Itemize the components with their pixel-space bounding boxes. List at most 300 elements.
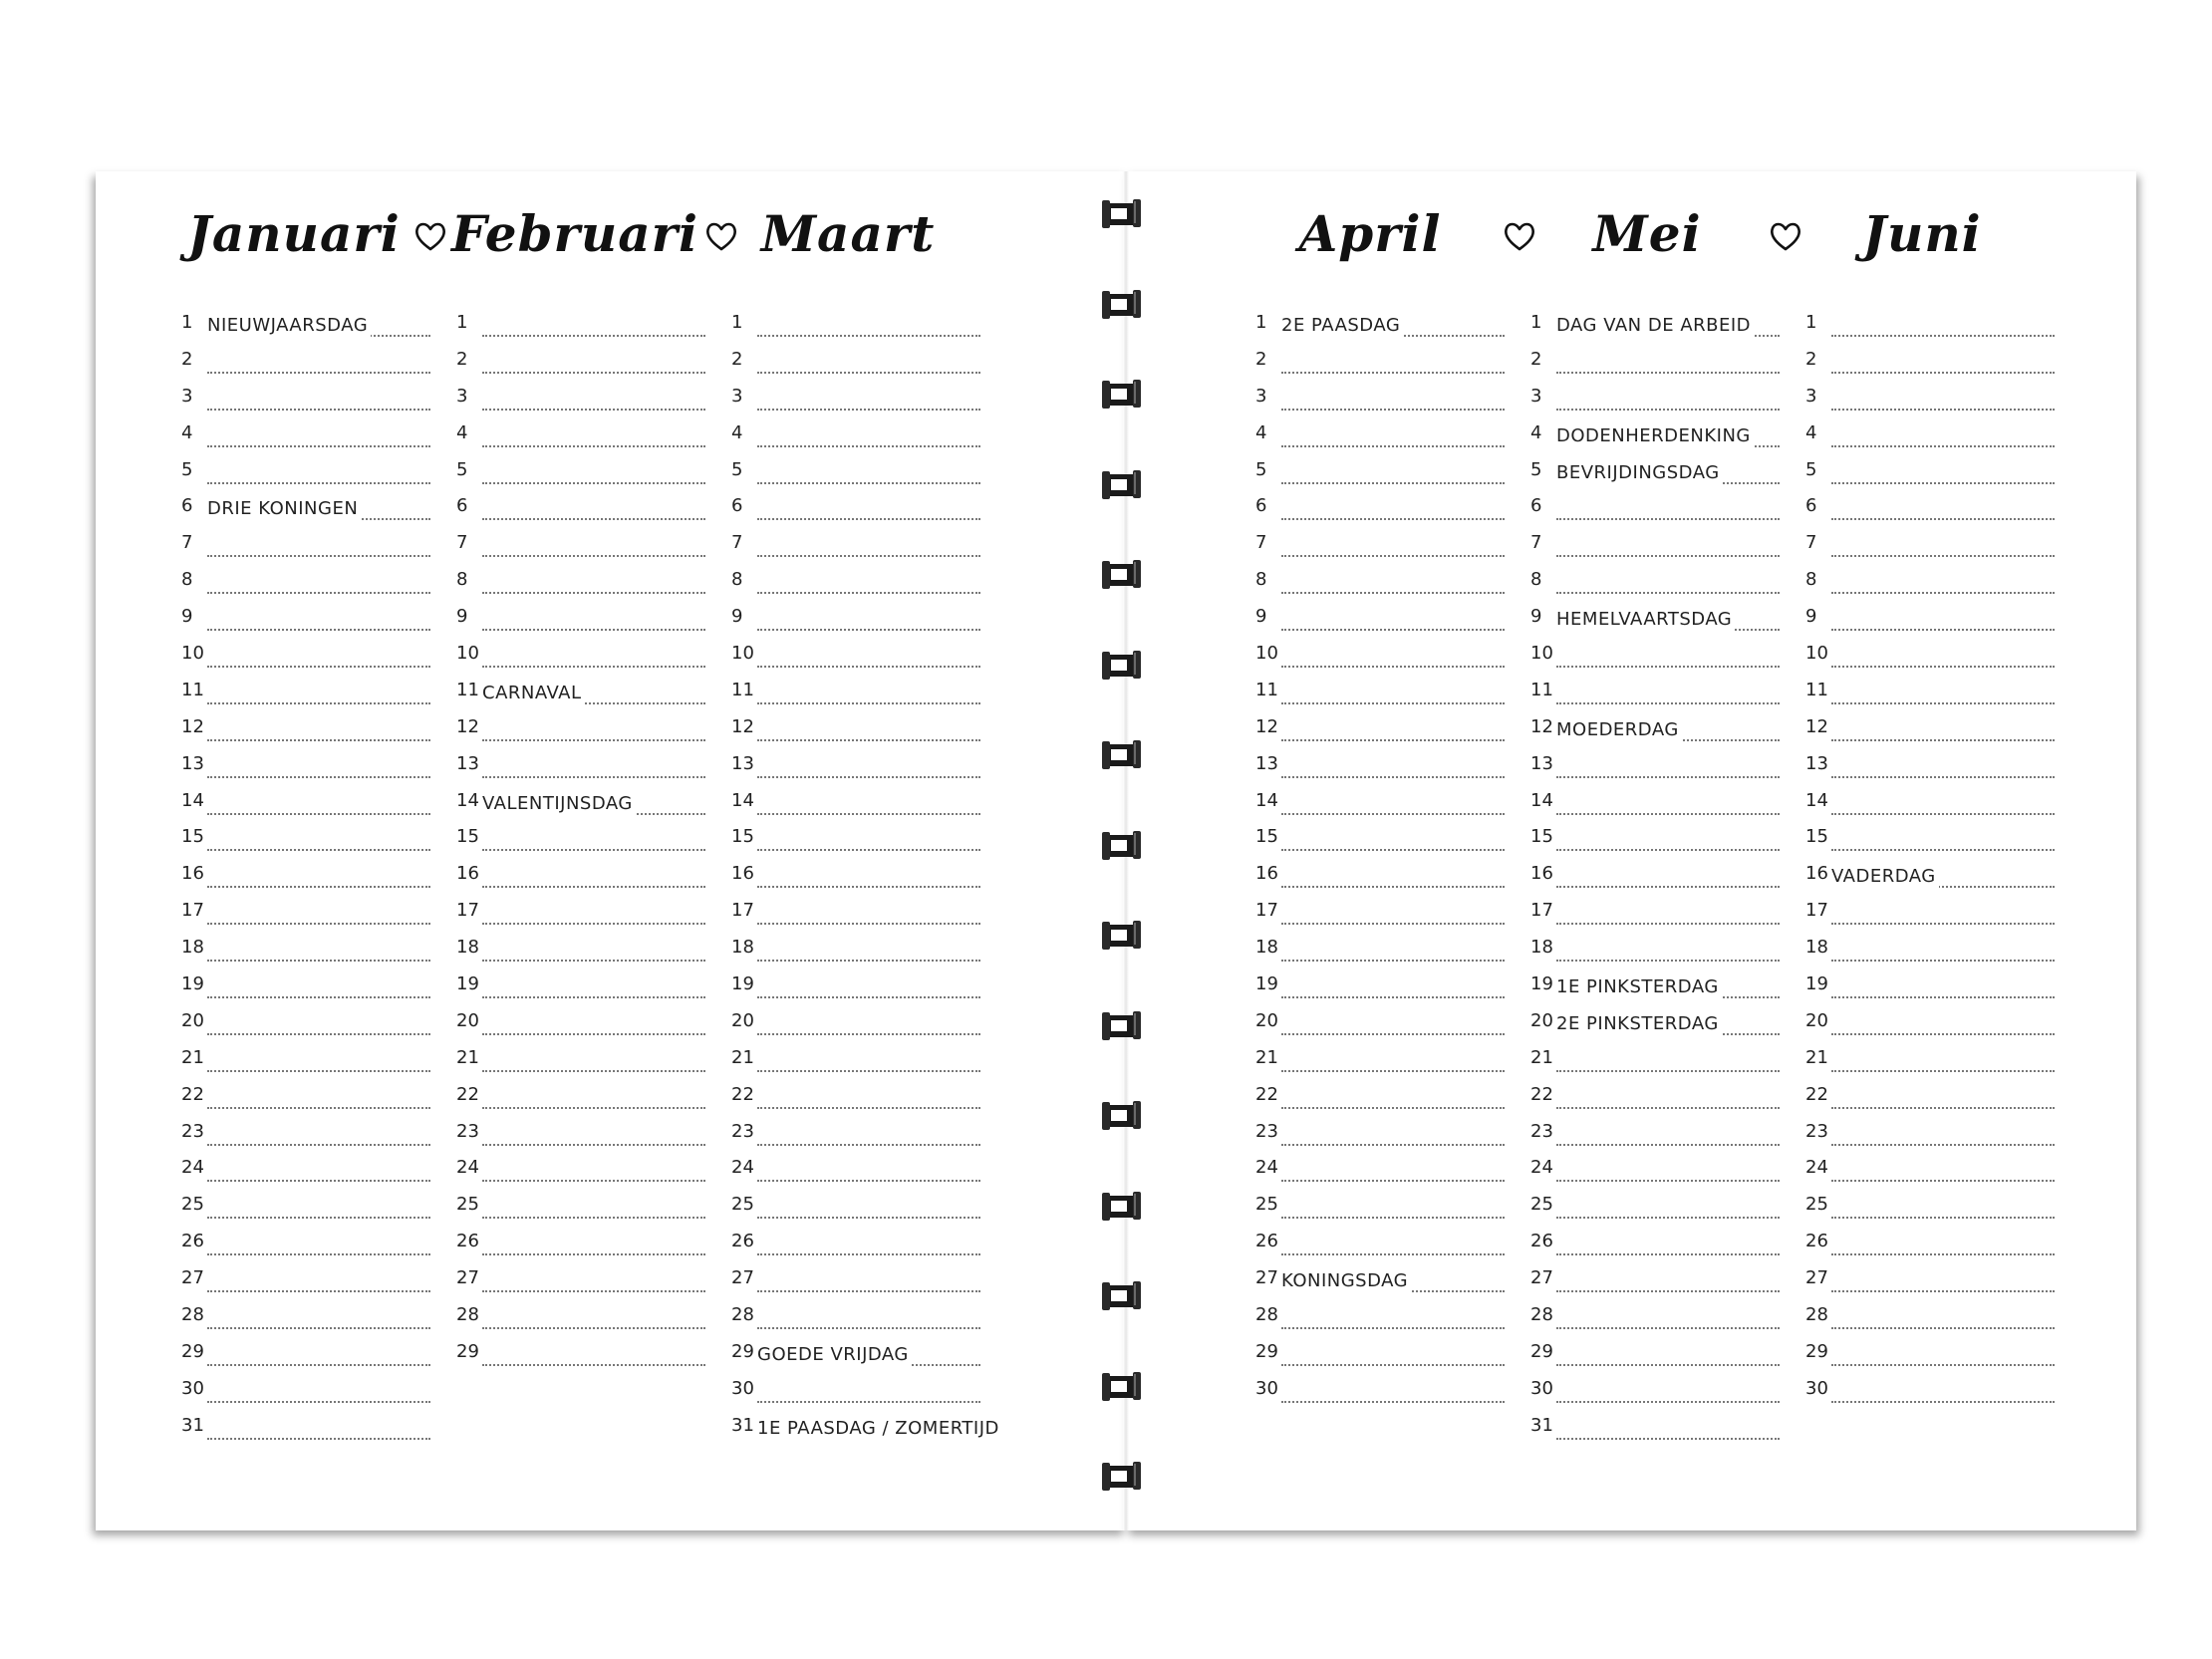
day-number: 10 xyxy=(181,643,204,665)
day-row[interactable] xyxy=(1805,936,2055,972)
day-number: 19 xyxy=(1805,973,1828,995)
dotted-write-line xyxy=(207,1217,430,1219)
day-row[interactable] xyxy=(456,1303,705,1340)
dotted-write-line xyxy=(482,409,705,411)
day-row[interactable] xyxy=(181,311,430,348)
day-row[interactable] xyxy=(731,385,980,421)
dotted-write-line xyxy=(482,592,705,594)
dotted-write-line xyxy=(1831,996,2055,998)
dotted-write-line xyxy=(207,372,430,374)
month-title-januari: Januari xyxy=(187,204,401,263)
day-row[interactable] xyxy=(456,1156,705,1193)
day-row[interactable] xyxy=(1530,789,1780,826)
day-number: 10 xyxy=(1255,643,1278,665)
dotted-write-line xyxy=(1831,776,2055,778)
day-row[interactable] xyxy=(181,605,430,642)
day-row[interactable] xyxy=(731,1377,980,1414)
holiday-label: 1E PAASDAG / ZOMERTIJD xyxy=(757,1418,1002,1440)
holiday-label: DODENHERDENKING xyxy=(1556,425,1754,447)
day-number: 20 xyxy=(731,1009,754,1031)
day-row[interactable] xyxy=(181,494,430,531)
day-number: 21 xyxy=(1255,1046,1278,1068)
day-number: 13 xyxy=(1255,752,1278,774)
day-row[interactable] xyxy=(1530,1046,1780,1083)
day-row[interactable] xyxy=(456,421,705,458)
day-row[interactable] xyxy=(1255,568,1505,605)
day-number: 11 xyxy=(1805,679,1828,700)
day-number: 20 xyxy=(1805,1009,1828,1031)
day-number: 6 xyxy=(1530,495,1542,517)
day-number: 5 xyxy=(731,458,743,480)
day-row[interactable] xyxy=(731,715,980,752)
day-row[interactable] xyxy=(1530,1156,1780,1193)
day-row[interactable] xyxy=(1255,1083,1505,1120)
day-row[interactable] xyxy=(1255,789,1505,826)
day-row[interactable] xyxy=(181,348,430,385)
day-row[interactable] xyxy=(181,679,430,715)
day-row[interactable] xyxy=(1805,568,2055,605)
day-row[interactable] xyxy=(181,1120,430,1157)
day-number: 30 xyxy=(1805,1377,1828,1399)
day-row[interactable] xyxy=(1530,1230,1780,1266)
day-row[interactable] xyxy=(456,679,705,715)
day-row[interactable] xyxy=(1255,1266,1505,1303)
dotted-write-line xyxy=(1281,1107,1505,1109)
dotted-write-line xyxy=(207,996,430,998)
day-row[interactable] xyxy=(731,862,980,899)
day-row[interactable] xyxy=(181,1009,430,1046)
day-number: 25 xyxy=(456,1194,479,1216)
day-row[interactable] xyxy=(1255,1120,1505,1157)
day-row[interactable] xyxy=(1255,1193,1505,1230)
day-number: 18 xyxy=(731,937,754,959)
spiral-ring-icon xyxy=(1100,738,1144,772)
day-row[interactable] xyxy=(181,752,430,789)
day-row[interactable] xyxy=(1255,1046,1505,1083)
dotted-write-line xyxy=(1831,960,2055,962)
day-row[interactable] xyxy=(731,568,980,605)
day-number: 14 xyxy=(1255,789,1278,811)
day-row[interactable] xyxy=(181,1377,430,1414)
day-row[interactable] xyxy=(1805,752,2055,789)
dotted-write-line xyxy=(207,960,430,962)
day-number: 26 xyxy=(1530,1231,1553,1252)
day-number: 10 xyxy=(731,643,754,665)
day-row[interactable] xyxy=(1805,825,2055,862)
day-number: 16 xyxy=(1805,863,1828,885)
dotted-write-line xyxy=(757,518,980,520)
day-number: 2 xyxy=(1530,348,1542,370)
day-row[interactable] xyxy=(731,1046,980,1083)
day-row[interactable] xyxy=(731,679,980,715)
day-row[interactable] xyxy=(456,494,705,531)
day-row[interactable] xyxy=(1255,936,1505,972)
day-row[interactable] xyxy=(731,421,980,458)
day-row[interactable] xyxy=(1255,679,1505,715)
day-row[interactable] xyxy=(1805,605,2055,642)
day-row[interactable] xyxy=(456,348,705,385)
day-row[interactable] xyxy=(1530,1266,1780,1303)
day-number: 11 xyxy=(181,679,204,700)
heart-icon xyxy=(414,220,447,252)
day-row[interactable] xyxy=(1530,1340,1780,1377)
day-number: 20 xyxy=(1530,1009,1553,1031)
day-number: 25 xyxy=(731,1194,754,1216)
day-number: 24 xyxy=(1255,1157,1278,1179)
dotted-write-line xyxy=(207,1070,430,1072)
day-row[interactable] xyxy=(456,568,705,605)
day-row[interactable] xyxy=(1255,1303,1505,1340)
day-row[interactable] xyxy=(181,458,430,495)
day-row[interactable] xyxy=(731,1193,980,1230)
day-number: 6 xyxy=(1255,495,1267,517)
day-row[interactable] xyxy=(456,458,705,495)
day-row[interactable] xyxy=(1255,605,1505,642)
day-row[interactable] xyxy=(1805,1193,2055,1230)
day-row[interactable] xyxy=(181,1046,430,1083)
day-row[interactable] xyxy=(456,1340,705,1377)
day-number: 22 xyxy=(456,1083,479,1105)
day-row[interactable] xyxy=(731,789,980,826)
day-number: 7 xyxy=(731,532,743,554)
day-row[interactable] xyxy=(1530,1083,1780,1120)
spiral-ring-icon xyxy=(1100,288,1144,322)
dotted-write-line xyxy=(1831,1144,2055,1146)
day-row[interactable] xyxy=(1805,421,2055,458)
day-number: 3 xyxy=(731,385,743,407)
day-number: 29 xyxy=(1530,1340,1553,1362)
day-row[interactable] xyxy=(181,1414,430,1451)
dotted-write-line xyxy=(207,666,430,668)
day-row[interactable] xyxy=(456,385,705,421)
dotted-write-line xyxy=(1281,923,1505,925)
dotted-write-line xyxy=(1831,923,2055,925)
dotted-write-line xyxy=(482,739,705,741)
day-number: 9 xyxy=(1530,606,1542,628)
day-row[interactable] xyxy=(1530,715,1780,752)
dotted-write-line xyxy=(482,372,705,374)
day-row[interactable] xyxy=(1530,348,1780,385)
day-row[interactable] xyxy=(181,1083,430,1120)
spiral-ring-icon xyxy=(1100,829,1144,863)
day-row[interactable] xyxy=(456,789,705,826)
day-row[interactable] xyxy=(731,972,980,1009)
day-number: 21 xyxy=(456,1046,479,1068)
day-row[interactable] xyxy=(456,1230,705,1266)
day-row[interactable] xyxy=(731,1414,999,1451)
day-row[interactable] xyxy=(456,936,705,972)
day-row[interactable] xyxy=(456,642,705,679)
dotted-write-line xyxy=(1556,555,1780,557)
day-row[interactable] xyxy=(731,642,980,679)
day-number: 11 xyxy=(1255,679,1278,700)
day-row[interactable] xyxy=(1530,1377,1780,1414)
day-row[interactable] xyxy=(456,1266,705,1303)
day-row[interactable] xyxy=(1805,1230,2055,1266)
day-row[interactable] xyxy=(181,1193,430,1230)
day-row[interactable] xyxy=(1805,1303,2055,1340)
day-number: 14 xyxy=(1530,789,1553,811)
day-row[interactable] xyxy=(731,531,980,568)
day-row[interactable] xyxy=(731,494,980,531)
day-row[interactable] xyxy=(731,825,980,862)
day-row[interactable] xyxy=(181,568,430,605)
day-row[interactable] xyxy=(1530,531,1780,568)
day-row[interactable] xyxy=(731,1303,980,1340)
dotted-write-line xyxy=(757,739,980,741)
day-row[interactable] xyxy=(1805,715,2055,752)
day-row[interactable] xyxy=(1530,605,1780,642)
dotted-write-line xyxy=(1831,555,2055,557)
day-row[interactable] xyxy=(456,825,705,862)
day-number: 10 xyxy=(1530,643,1553,665)
day-row[interactable] xyxy=(1255,899,1505,936)
dotted-write-line xyxy=(1831,813,2055,815)
day-number: 27 xyxy=(1255,1267,1278,1289)
day-row[interactable] xyxy=(1805,789,2055,826)
dotted-write-line xyxy=(207,886,430,888)
dotted-write-line xyxy=(1831,1070,2055,1072)
day-row[interactable] xyxy=(1805,1266,2055,1303)
day-row[interactable] xyxy=(181,1156,430,1193)
day-row[interactable] xyxy=(1255,531,1505,568)
day-row[interactable] xyxy=(731,1230,980,1266)
day-row[interactable] xyxy=(1805,1377,2055,1414)
day-row[interactable] xyxy=(181,421,430,458)
holiday-label: KONINGSDAG xyxy=(1281,1270,1411,1292)
day-row[interactable] xyxy=(1805,679,2055,715)
day-row[interactable] xyxy=(1530,1193,1780,1230)
day-row[interactable] xyxy=(1255,1340,1505,1377)
day-row[interactable] xyxy=(1530,752,1780,789)
dotted-write-line xyxy=(207,849,430,851)
day-row[interactable] xyxy=(1805,311,2055,348)
day-number: 31 xyxy=(731,1414,754,1436)
day-row[interactable] xyxy=(1255,458,1505,495)
day-row[interactable] xyxy=(1255,1230,1505,1266)
dotted-write-line xyxy=(207,1033,430,1035)
day-row[interactable] xyxy=(1255,1377,1505,1414)
day-row[interactable] xyxy=(456,1083,705,1120)
day-row[interactable] xyxy=(1530,1009,1780,1046)
day-row[interactable] xyxy=(1255,972,1505,1009)
month-column-januari xyxy=(181,311,430,1451)
day-row[interactable] xyxy=(1530,1303,1780,1340)
day-row[interactable] xyxy=(1255,348,1505,385)
day-row[interactable] xyxy=(1805,1340,2055,1377)
day-row[interactable] xyxy=(181,1230,430,1266)
day-number: 9 xyxy=(1805,606,1817,628)
day-number: 1 xyxy=(731,312,743,333)
day-row[interactable] xyxy=(1530,936,1780,972)
day-number: 17 xyxy=(456,900,479,922)
day-row[interactable] xyxy=(181,642,430,679)
holiday-label: GOEDE VRIJDAG xyxy=(757,1344,912,1366)
day-row[interactable] xyxy=(731,1009,980,1046)
dotted-write-line xyxy=(1281,1144,1505,1146)
day-row[interactable] xyxy=(1530,679,1780,715)
day-row[interactable] xyxy=(731,1340,980,1377)
day-number: 8 xyxy=(181,569,193,591)
day-row[interactable] xyxy=(1530,494,1780,531)
day-row[interactable] xyxy=(1805,385,2055,421)
day-row[interactable] xyxy=(456,311,705,348)
dotted-write-line xyxy=(1281,555,1505,557)
spiral-ring-icon xyxy=(1100,1370,1144,1404)
day-row[interactable] xyxy=(731,1156,980,1193)
day-row[interactable] xyxy=(1530,642,1780,679)
day-row[interactable] xyxy=(1805,642,2055,679)
day-row[interactable] xyxy=(731,348,980,385)
day-number: 7 xyxy=(1255,532,1267,554)
day-row[interactable] xyxy=(1255,494,1505,531)
holiday-label: BEVRIJDINGSDAG xyxy=(1556,462,1723,484)
day-row[interactable] xyxy=(181,715,430,752)
dotted-write-line xyxy=(757,1253,980,1255)
dotted-write-line xyxy=(1281,960,1505,962)
day-row[interactable] xyxy=(181,972,430,1009)
dotted-write-line xyxy=(757,482,980,484)
day-row[interactable] xyxy=(731,936,980,972)
day-row[interactable] xyxy=(181,936,430,972)
day-row[interactable] xyxy=(731,1266,980,1303)
day-row[interactable] xyxy=(456,1046,705,1083)
dotted-write-line xyxy=(482,445,705,447)
day-row[interactable] xyxy=(456,1193,705,1230)
day-row[interactable] xyxy=(456,531,705,568)
dotted-write-line xyxy=(757,335,980,337)
day-number: 30 xyxy=(1530,1377,1553,1399)
day-row[interactable] xyxy=(731,899,980,936)
day-row[interactable] xyxy=(731,752,980,789)
day-row[interactable] xyxy=(1805,1009,2055,1046)
dotted-write-line xyxy=(757,592,980,594)
day-row[interactable] xyxy=(1805,494,2055,531)
day-row[interactable] xyxy=(1805,1156,2055,1193)
day-row[interactable] xyxy=(1255,421,1505,458)
day-row[interactable] xyxy=(456,1120,705,1157)
day-row[interactable] xyxy=(1530,862,1780,899)
dotted-write-line xyxy=(1281,1070,1505,1072)
day-row[interactable] xyxy=(1805,458,2055,495)
day-number: 24 xyxy=(731,1157,754,1179)
day-row[interactable] xyxy=(731,1120,980,1157)
dotted-write-line xyxy=(1281,1364,1505,1366)
day-number: 6 xyxy=(731,495,743,517)
day-row[interactable] xyxy=(1530,899,1780,936)
day-row[interactable] xyxy=(1255,715,1505,752)
day-number: 4 xyxy=(731,421,743,443)
day-row[interactable] xyxy=(1805,1120,2055,1157)
day-row[interactable] xyxy=(456,605,705,642)
day-number: 22 xyxy=(1805,1083,1828,1105)
dotted-write-line xyxy=(207,629,430,631)
day-row[interactable] xyxy=(456,862,705,899)
day-row[interactable] xyxy=(1530,972,1780,1009)
day-row[interactable] xyxy=(1530,311,1780,348)
day-row[interactable] xyxy=(1805,531,2055,568)
day-row[interactable] xyxy=(181,1340,430,1377)
day-row[interactable] xyxy=(1805,899,2055,936)
day-number: 2 xyxy=(1255,348,1267,370)
day-row[interactable] xyxy=(1255,825,1505,862)
day-number: 21 xyxy=(1530,1046,1553,1068)
day-row[interactable] xyxy=(456,1009,705,1046)
day-row[interactable] xyxy=(1255,1009,1505,1046)
day-row[interactable] xyxy=(181,862,430,899)
dotted-write-line xyxy=(1281,629,1505,631)
day-row[interactable] xyxy=(1255,1156,1505,1193)
day-row[interactable] xyxy=(1530,568,1780,605)
day-number: 21 xyxy=(1805,1046,1828,1068)
day-row[interactable] xyxy=(1805,972,2055,1009)
spiral-ring-icon xyxy=(1100,468,1144,502)
day-row[interactable] xyxy=(456,972,705,1009)
dotted-write-line xyxy=(207,813,430,815)
day-number: 5 xyxy=(456,458,468,480)
day-number: 13 xyxy=(1805,752,1828,774)
day-row[interactable] xyxy=(731,458,980,495)
day-row[interactable] xyxy=(181,1266,430,1303)
day-row[interactable] xyxy=(456,752,705,789)
day-row[interactable] xyxy=(181,385,430,421)
day-row[interactable] xyxy=(1255,311,1505,348)
spiral-ring-icon xyxy=(1100,1190,1144,1224)
holiday-label: 1E PINKSTERDAG xyxy=(1556,976,1722,998)
spiral-ring-icon xyxy=(1100,1460,1144,1494)
dotted-write-line xyxy=(757,445,980,447)
day-row[interactable] xyxy=(1255,862,1505,899)
day-row[interactable] xyxy=(456,899,705,936)
day-number: 7 xyxy=(181,532,193,554)
day-row[interactable] xyxy=(731,311,980,348)
day-row[interactable] xyxy=(1255,642,1505,679)
day-row[interactable] xyxy=(181,1303,430,1340)
day-row[interactable] xyxy=(181,789,430,826)
day-row[interactable] xyxy=(1530,385,1780,421)
day-row[interactable] xyxy=(1805,1083,2055,1120)
day-row[interactable] xyxy=(181,531,430,568)
day-row[interactable] xyxy=(1530,1414,1780,1451)
day-number: 29 xyxy=(1255,1340,1278,1362)
day-row[interactable] xyxy=(1530,825,1780,862)
dotted-write-line xyxy=(1831,1401,2055,1403)
day-row[interactable] xyxy=(456,715,705,752)
day-row[interactable] xyxy=(181,899,430,936)
day-row[interactable] xyxy=(1805,348,2055,385)
day-number: 24 xyxy=(181,1157,204,1179)
day-row[interactable] xyxy=(1805,862,2055,899)
day-row[interactable] xyxy=(1255,752,1505,789)
day-row[interactable] xyxy=(1530,421,1780,458)
day-row[interactable] xyxy=(1530,458,1780,495)
day-row[interactable] xyxy=(1805,1046,2055,1083)
day-number: 6 xyxy=(1805,495,1817,517)
day-number: 16 xyxy=(1255,863,1278,885)
holiday-label: NIEUWJAARSDAG xyxy=(207,315,371,337)
day-row[interactable] xyxy=(181,825,430,862)
dotted-write-line xyxy=(1281,739,1505,741)
day-row[interactable] xyxy=(731,605,980,642)
day-row[interactable] xyxy=(1530,1120,1780,1157)
dotted-write-line xyxy=(1556,1290,1780,1292)
dotted-write-line xyxy=(1556,372,1780,374)
day-row[interactable] xyxy=(731,1083,980,1120)
day-number: 15 xyxy=(1255,826,1278,848)
day-row[interactable] xyxy=(1255,385,1505,421)
dotted-write-line xyxy=(207,1327,430,1329)
day-number: 29 xyxy=(456,1340,479,1362)
